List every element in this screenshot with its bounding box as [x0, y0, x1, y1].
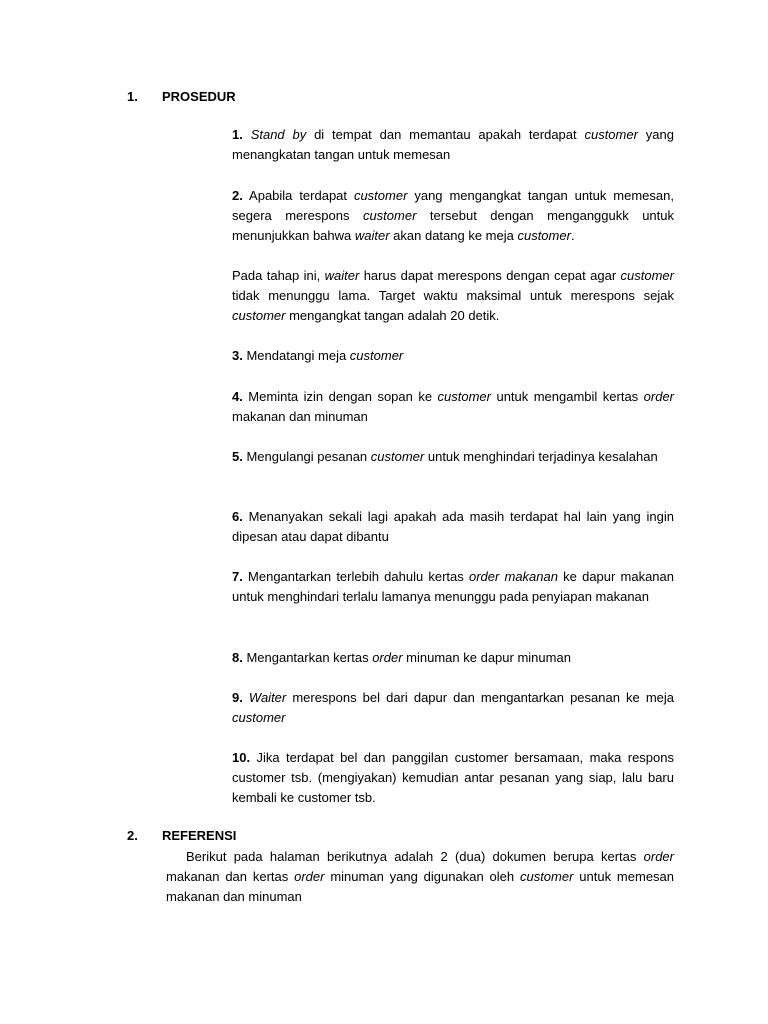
procedure-step-1: 1. Stand by di tempat dan memantau apakah terdapat customer yang menangkatan tangan untuk memesan [232, 127, 674, 163]
section-title-referensi: REFERENSI [162, 828, 237, 843]
step-number: 10. [232, 750, 251, 765]
step-number: 3. [232, 348, 243, 363]
procedure-step-9: 9. Waiter merespons bel dari dapur dan mengantarkan pesanan ke meja customer [232, 690, 674, 726]
procedure-note: Pada tahap ini, waiter harus dapat merespons dengan cepat agar customer tidak menunggu lama. Target waktu maksimal untuk merespons sejak customer mengangkat tangan adalah 20 detik. [232, 268, 674, 324]
procedure-step-10: 10. Jika terdapat bel dan panggilan customer bersamaan, maka respons customer tsb. (mengiyakan) kemudian antar pesanan yang siap, lalu baru kembali ke customer tsb. [232, 750, 674, 806]
section-title-prosedur: PROSEDUR [162, 89, 236, 104]
step-number: 5. [232, 449, 243, 464]
referensi-paragraph: Berikut pada halaman berikutnya adalah 2 (dua) dokumen berupa kertas order makanan dan kertas order minuman yang digunakan oleh customer untuk memesan makanan dan minuman [166, 849, 675, 905]
procedure-step-6: 6. Menanyakan sekali lagi apakah ada masih terdapat hal lain yang ingin dipesan atau dapat dibantu [232, 509, 674, 545]
procedure-step-5: 5. Mengulangi pesanan customer untuk menghindari terjadinya kesalahan [232, 449, 658, 464]
step-number: 2. [232, 188, 243, 203]
step-number: 4. [232, 389, 243, 404]
procedure-step-4: 4. Meminta izin dengan sopan ke customer untuk mengambil kertas order makanan dan minuman [232, 389, 675, 425]
step-number: 9. [232, 690, 243, 705]
procedure-step-2: 2. Apabila terdapat customer yang mengangkat tangan untuk memesan, segera merespons customer tersebut dengan menganggukk untuk menunjukkan bahwa waiter akan datang ke meja customer. [232, 188, 674, 244]
procedure-step-3: 3. Mendatangi meja customer [232, 348, 404, 363]
procedure-step-7: 7. Mengantarkan terlebih dahulu kertas order makanan ke dapur makanan untuk menghindari terlalu lamanya menunggu pada penyiapan makanan [232, 569, 674, 605]
step-number: 1. [232, 127, 243, 142]
section-number: 2. [127, 828, 138, 843]
section-number: 1. [127, 89, 138, 104]
step-number: 8. [232, 650, 243, 665]
procedure-step-8: 8. Mengantarkan kertas order minuman ke dapur minuman [232, 650, 571, 665]
step-number: 6. [232, 509, 243, 524]
step-number: 7. [232, 569, 243, 584]
